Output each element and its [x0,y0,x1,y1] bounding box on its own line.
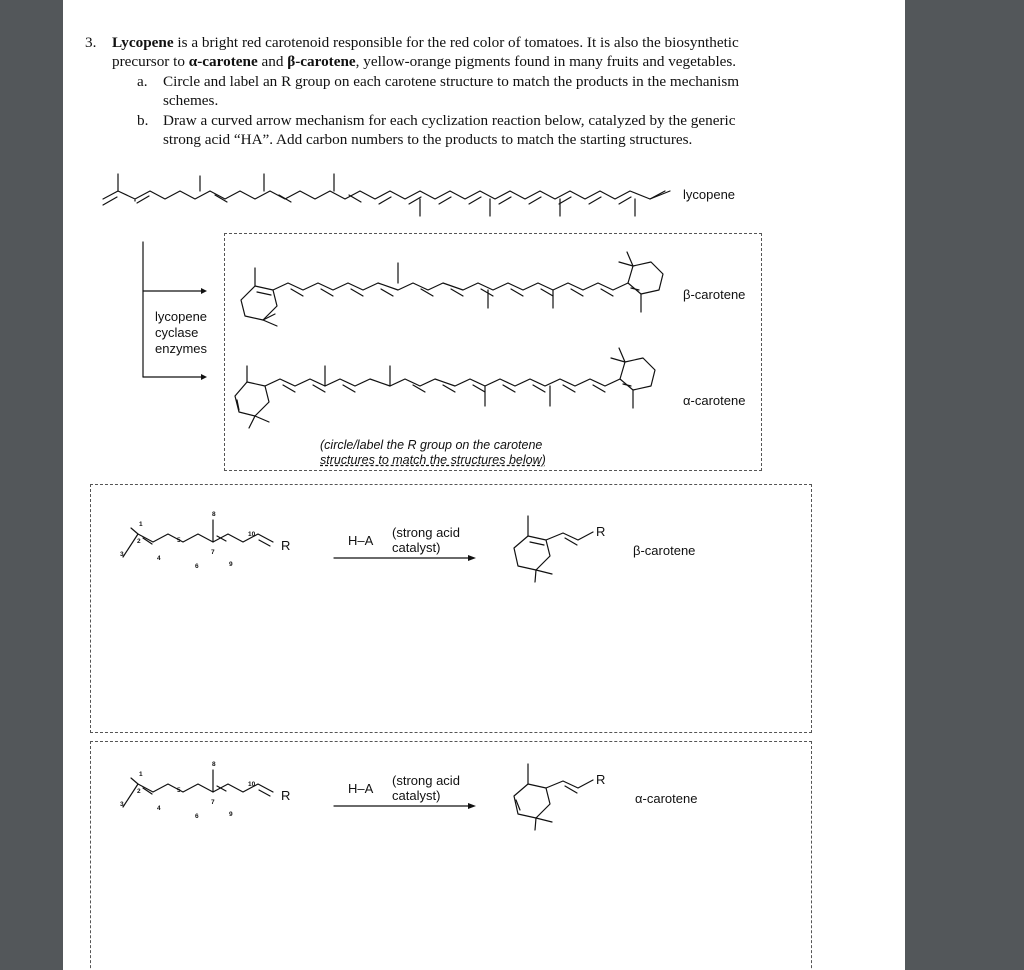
alpha-start-r: R [281,788,291,803]
beta-carbon-8: 8 [212,511,216,518]
beta-carbon-1: 1 [139,521,143,528]
beta-carbon-6: 6 [195,563,199,570]
beta-catalyst-line-1: (strong acid [392,525,460,540]
beta-product-r: R [596,524,606,539]
lycopene-label: lycopene [683,187,736,202]
intro-line-1: is a bright red carotenoid responsible for the red color of tomatoes. It is also the biosynthetic [173,34,739,51]
beta-start-structure [123,520,273,557]
part-a-line-2: schemes. [163,92,219,109]
beta-carbon-9: 9 [229,561,233,568]
beta-carbon-3: 3 [120,551,124,558]
beta-carotene-label: β-carotene [683,287,746,302]
part-b-line-2: strong acid “HA”. Add carbon numbers to the products to match the starting structures. [163,131,693,148]
alpha-carbon-9: 9 [229,811,233,818]
enzyme-line-1: lycopene [155,309,208,324]
part-a-marker: a. [137,73,148,90]
intro-and: and [257,53,288,70]
note-line-2: structures to match the structures below) [320,453,546,467]
alpha-reagent: H–A [348,781,374,796]
enzyme-line-3: enzymes [155,341,208,356]
enzyme-line-2: cyclase [155,325,199,340]
term-lycopene: Lycopene [112,34,174,51]
alpha-carbon-2: 2 [137,788,141,795]
question-number: 3. [85,34,97,51]
beta-carbon-10: 10 [248,531,256,538]
alpha-carotene-label: α-carotene [683,393,746,408]
alpha-carbon-8: 8 [212,761,216,768]
alpha-product-structure [514,764,593,830]
beta-carbon-4: 4 [157,555,161,562]
beta-product-structure [514,516,593,582]
beta-reagent: H–A [348,533,374,548]
alpha-carbon-7: 7 [211,799,215,806]
alpha-carbon-6: 6 [195,813,199,820]
r-group-note [320,438,546,468]
term-alpha-carotene: α-carotene [188,53,258,70]
alpha-catalyst [392,773,460,803]
beta-product-label: β-carotene [633,543,696,558]
part-b-line-1: Draw a curved arrow mechanism for each cyclization reaction below, catalyzed by the generic [163,112,736,129]
alpha-product-label: α-carotene [635,791,698,806]
beta-carbon-5: 5 [177,537,181,544]
alpha-catalyst-line-1: (strong acid [392,773,460,788]
enzyme-label [155,309,207,357]
alpha-carbon-1: 1 [139,771,143,778]
document-page [63,0,905,970]
beta-carbon-7: 7 [211,549,215,556]
alpha-catalyst-line-2: catalyst) [392,788,441,803]
alpha-carbon-3: 3 [120,801,124,808]
beta-catalyst-line-2: catalyst) [392,540,441,555]
beta-catalyst [392,525,460,555]
beta-carbon-2: 2 [137,538,141,545]
alpha-carbon-5: 5 [177,787,181,794]
note-line-1: (circle/label the R group on the carotene [320,438,543,452]
lycopene-structure [103,174,670,216]
beta-start-r: R [281,538,291,553]
part-b-marker: b. [137,112,149,129]
alpha-carbon-10: 10 [248,781,256,788]
intro-line-2-end: , yellow-orange pigments found in many fruits and vegetables. [355,53,737,70]
alpha-start-structure [123,770,273,807]
term-beta-carotene: β-carotene [287,53,356,70]
beta-carotene-structure [241,252,663,326]
alpha-product-r: R [596,772,606,787]
alpha-carbon-4: 4 [157,805,161,812]
intro-line-2-start: precursor to [112,53,189,70]
structures-drawing [63,0,905,970]
alpha-carotene-structure [235,348,655,428]
part-a-line-1: Circle and label an R group on each carotene structure to match the products in the mechanism [163,73,740,90]
